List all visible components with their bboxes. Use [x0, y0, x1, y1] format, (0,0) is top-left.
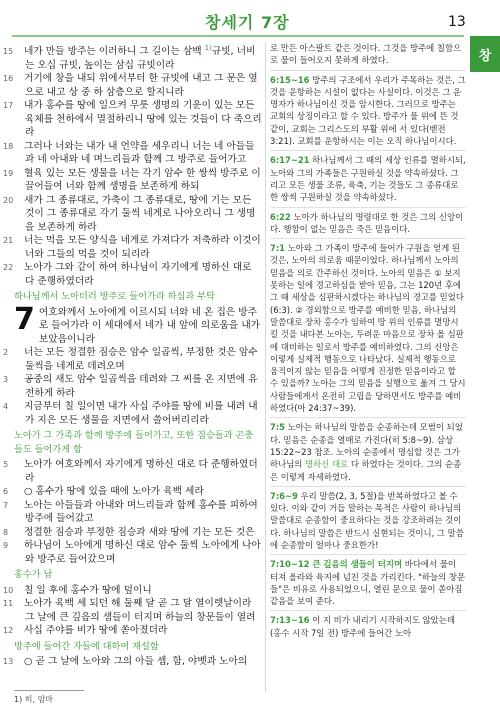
commentary-paragraph — [270, 614, 466, 639]
verse-text: 노아가 그와 같이 하여 하나님이 자기에게 명하신 대로 다 준행하였더라 — [24, 262, 252, 287]
verse — [3, 373, 262, 400]
verse-text: 공중의 새도 암수 일곱씩을 데려와 그 씨를 온 지면에 유전하게 하라 — [24, 374, 258, 399]
divider — [270, 207, 466, 208]
header-rule — [12, 35, 464, 37]
page-header — [0, 0, 500, 44]
verse — [3, 72, 262, 99]
verse-text: 네가 만들 방주는 이러하니 그 길이는 삼백 — [24, 46, 205, 58]
verse — [3, 584, 262, 598]
commentary-paragraph — [270, 490, 466, 551]
commentary-paragraph — [270, 421, 466, 482]
verse — [3, 458, 262, 485]
verse — [3, 400, 262, 427]
verse — [3, 346, 262, 373]
verse-text: 하나님이 노아에게 명하신 대로 암수 둘씩 노아에게 나아와 방주로 들어갔으며 — [24, 540, 261, 565]
commentary-ref: 6:22 — [270, 211, 291, 222]
commentary-ref: 7:1 — [270, 243, 286, 254]
verse-number: 15 — [3, 47, 14, 57]
verse-text: ○ 곧 그 날에 노아와 그의 아들 셈, 함, 야벳과 노아의 — [24, 656, 248, 668]
verse-text: 새가 그 종류대로, 가축이 그 종류대로, 땅에 기는 모든 것이 그 종류대로 각기 둘씩 네게로 나아오리니 그 생명을 보존하게 하라 — [24, 194, 256, 233]
verse-text: 그러나 너와는 내가 내 언약을 세우리니 너는 네 아들들과 네 아내와 네 며느리들과 함께 그 방주로 들어가고 — [24, 140, 255, 166]
scripture-column — [3, 42, 262, 682]
commentary-highlight: 명하신 대로 — [305, 459, 349, 470]
verse — [3, 261, 262, 288]
chapter-title: 창세기 7장 — [205, 13, 290, 32]
verse-number: 20 — [3, 195, 14, 205]
commentary-text: 방주의 구조에서 우리가 주목하는 것은, 그것을 운항하는 시설이 없다는 사실이다. 이것은 그 운명자가 하나님이신 것을 암시한다. 그러므로 방주는 교회의 상징이라고 할 수 있다. 방주가 물 위에 뜬 것 같이, 교회는 그리스도의 부활 위에 서 있다(벧전 3:21). 교회를 운항하시는 이는 오직 하나님이시다. — [270, 74, 466, 147]
commentary-paragraph — [270, 242, 466, 414]
commentary-ref: 6:15~16 — [270, 74, 310, 85]
verse-number: 3 — [3, 375, 9, 385]
verse-number: 18 — [3, 141, 14, 151]
verse-number: 6 — [3, 487, 9, 497]
divider — [270, 70, 466, 71]
verse-number: 9 — [3, 541, 9, 551]
verse-number: 21 — [3, 236, 14, 246]
verse — [3, 597, 262, 624]
footnote-rule — [14, 690, 84, 691]
verse — [3, 140, 262, 167]
verse-text: 너는 모든 정결한 짐승은 암수 일곱씩, 부정한 것은 암수 둘씩을 네게로 데려오며 — [24, 347, 258, 372]
verse-number: 22 — [3, 263, 14, 273]
verse — [3, 99, 262, 140]
footnote-ref[interactable]: 1) — [204, 44, 212, 52]
verse-number: 8 — [3, 527, 9, 537]
section-subheading-2: 노아가 그 가족과 함께 방주에 들어가고, 또한 짐승들과 곤충들도 들어가게 함 — [14, 430, 254, 455]
verse-number: 19 — [3, 168, 14, 178]
divider — [270, 417, 466, 418]
section-subheading-4: 방주에 들어간 자들에 대하여 재설함 — [14, 640, 159, 652]
verse — [3, 42, 262, 72]
verse — [3, 234, 262, 261]
commentary-text: 로 만든 아스팔트 같은 것이다. 그것을 방주에 칠함으로 물이 들어오지 못하게 하였다. — [270, 43, 462, 66]
verse — [3, 655, 262, 669]
verse — [3, 526, 262, 540]
verse-text: 너는 먹을 모든 양식을 네게로 가져다가 저축하라 이것이 너와 그들의 먹을 것이 되리라 — [24, 235, 261, 260]
verse-number: 12 — [3, 626, 14, 636]
verse-text: 노아가 여호와께서 자기에게 명하신 대로 다 준행하였더라 — [24, 459, 258, 484]
verse — [3, 167, 262, 194]
verse-number: 11 — [3, 599, 14, 609]
commentary-column — [270, 42, 466, 702]
verse-number: 17 — [3, 101, 14, 111]
chapter-numeral: 7 — [14, 301, 35, 337]
commentary-paragraph — [270, 558, 466, 607]
divider — [270, 150, 466, 151]
commentary-ref: 7:6~9 — [270, 490, 298, 501]
divider — [270, 238, 466, 239]
verse-number: 7 — [3, 500, 9, 510]
commentary-paragraph — [270, 42, 466, 67]
verse-text: 노아가 육백 세 되던 해 둘째 달 곧 그 달 열이렛날이라 그 날에 큰 깊음의 샘들이 터지며 하늘의 창문들이 열려 — [24, 598, 256, 623]
verse-number: 4 — [3, 402, 9, 412]
commentary-paragraph — [270, 154, 466, 203]
commentary-paragraph — [270, 211, 466, 236]
verse-group-a — [3, 42, 262, 288]
book-side-tab[interactable]: 창 — [470, 36, 500, 72]
column-divider — [265, 42, 266, 692]
verse-number: 2 — [3, 348, 9, 358]
verse-text: 노아는 아들들과 아내와 며느리들과 함께 홍수를 피하여 방주에 들어갔고 — [24, 499, 258, 525]
verse-group-e — [3, 655, 262, 669]
commentary-text: 우리 말씀(2, 3, 5절)을 반복하였다고 볼 수 있다. 이와 같이 거듭 말하는 목적은 사람이 하나님의 말씀대로 순종함이 중요하다는 것을 강조하려는 것이다. 하나님의 말씀은 반드시 실현되는 것이니, 그 말씀에 순종함이 얼마나 중요한가! — [270, 490, 464, 550]
section-subheading-1: 하나님께서 노아더러 방주로 들어가라 하심과 부탁 — [14, 291, 215, 303]
verse-group-c — [3, 458, 262, 566]
commentary-text: 노아가 하나님의 명령대로 한 것은 그의 신앙이다. 행함이 없는 믿음은 죽은 믿음이다. — [270, 211, 464, 234]
verse — [3, 485, 262, 499]
verse-number: 5 — [3, 460, 9, 470]
verse-text: 칠 일 후에 홍수가 땅에 덮이니 — [24, 584, 152, 596]
verse-text: 거기에 창을 내되 위에서부터 한 규빗에 내고 그 문은 옆으로 내고 상 중 하 삼층으로 할지니라 — [24, 73, 258, 98]
verse — [3, 539, 262, 566]
verse-group-b — [3, 346, 262, 427]
commentary-ref: 7:10~12 큰 깊음의 샘들이 터지며 — [270, 559, 403, 570]
divider — [270, 554, 466, 555]
commentary-text: 노아는 하나님의 말씀을 순종하는데 모범이 되었다. 믿음은 순종을 열매로 가진다(히 5:8~9). 삼상 15:22~23 참조. 노아의 순종에서 명심할 것은 그가 하나님의 — [270, 422, 463, 470]
divider — [270, 486, 466, 487]
verse-text: 지금부터 칠 일이면 내가 사십 주야를 땅에 비를 내려 내가 지은 모든 생물을 지면에서 쓸어버리리라 — [24, 401, 258, 426]
verse-text: 규빗, 너비는 오십 규빗, 높이는 삼십 규빗이라 — [25, 46, 256, 71]
verse-number: 13 — [3, 657, 14, 667]
commentary-paragraph — [270, 74, 466, 148]
verse — [3, 194, 262, 235]
verse — [3, 499, 262, 526]
commentary-text: 하나님께서 그 때의 세상 인류를 멸하시되, 노아와 그의 가족들은 구원하실 것을 약속하셨다. 그리고 모든 생물 조류, 육축, 기는 것들도 그 종류대로 한 쌍씩 구원하실 것을 약속하셨다. — [270, 155, 466, 203]
commentary-ref: 7:5 — [270, 422, 286, 433]
section-subheading-3: 홍수가 남 — [14, 569, 53, 581]
commentary-ref: 6:17~21 — [270, 155, 310, 166]
verse-group-d — [3, 584, 262, 638]
verse-text: 혈육 있는 모든 생물을 너는 각기 암수 한 쌍씩 방주로 이끌어들여 너와 함께 생명을 보존하게 하되 — [24, 167, 261, 193]
verse-text: ○ 홍수가 땅에 있을 때에 노아가 육백 세라 — [24, 486, 204, 498]
commentary-ref: 7:13~16 — [270, 615, 310, 626]
verse-text: 사십 주야를 비가 땅에 쏟아졌더라 — [24, 625, 168, 637]
page-number: 13 — [448, 14, 466, 30]
chapter-start — [14, 301, 262, 347]
verse-number: 16 — [3, 74, 14, 84]
verse — [3, 624, 262, 638]
verse-number: 10 — [3, 585, 14, 595]
commentary-text: 다 하였다는 것이다. 그의 순종은 이렇게 자세하였다. — [270, 459, 462, 482]
divider — [270, 610, 466, 611]
commentary-text: 바다에서 물이 터져 올라와 육지에 넘친 것을 가리킨다. "하늘의 창문들"은 비유로 사용되었으니, 열린 문으로 물이 쏟아짐 같음을 보여 준다. — [270, 559, 466, 607]
commentary-text: 이 지 비가 내리기 시작하지도 않았는데(홍수 시작 7일 전) 방주에 들어간 노아 — [270, 615, 455, 638]
verse-text: 내가 홍수를 땅에 일으켜 무릇 생명의 기운이 있는 모든 육체를 천하에서 멸절하리니 땅에 있는 것들이 다 죽으리라 — [24, 100, 262, 139]
chapter-first-verse: 여호와께서 노아에게 이르시되 너와 네 온 집은 방주로 들어가라 이 세대에서 네가 내 앞에 의로움을 내가 보았음이니라 — [38, 306, 261, 345]
commentary-text: 노아와 그 가족이 방주에 들어가 구원을 얻게 된 것은, 노아의 의로움 때문이었다. 하나님께서 노아의 믿음을 의로 간주하신 것이다. 노아의 믿음은 ① 보지 못하는 일에 경고하심을 받아 믿음, 그는 120년 후에 그 때 세상을 심판하시겠다는 하나님의 경고를 믿었다(6:3). ② 경외함으로 방주를 예비한 믿음, 하나님의 말씀대로 장차 홍수가 임하여 땅 위의 인류를 멸망시킬 것을 내다본 노아는, 두려운 마음으로 장차 올 심판에 대비하는 일로서 방주를 예비하였다. 그의 신앙은 이렇게 실제적 행동으로 나타났다. 실제적 행동으로 움직이지 않는 믿음을 어떻게 진정한 믿음이라고 할 수 있을까? 노아는 그의 믿음을 실행으로 옮겨 그 당시 사람들에게서 온전히 고립을 당하면서도 방주를 예비하였다(마 24:37~39). — [270, 243, 466, 414]
footnote: 1) 히, 암마 — [14, 695, 54, 704]
verse-text: 정결한 짐승과 부정한 짐승과 새와 땅에 기는 모든 것은 — [24, 526, 255, 538]
